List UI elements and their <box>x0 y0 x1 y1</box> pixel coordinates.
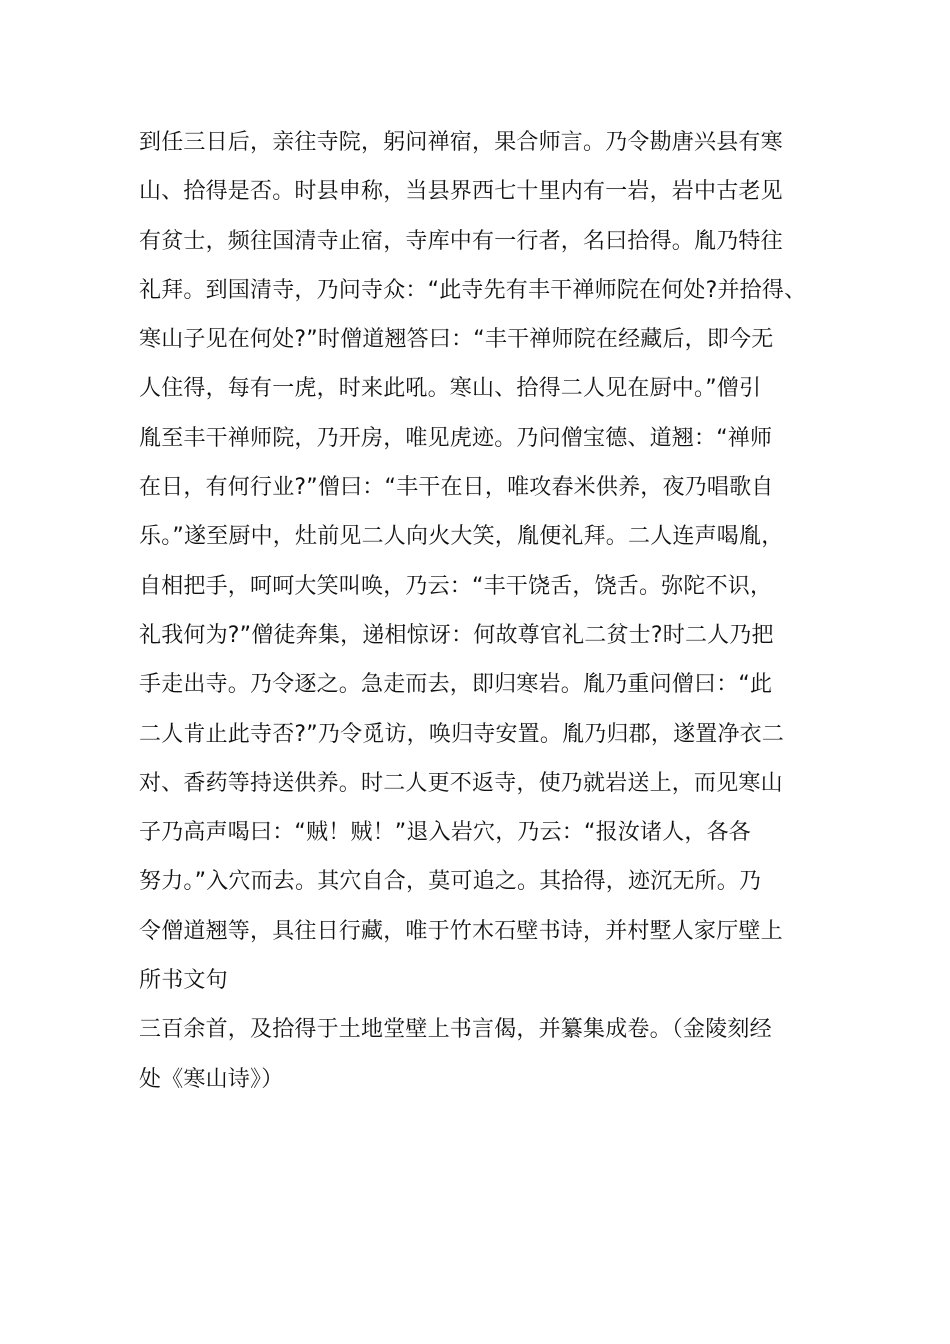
text-line: 自相把手，呵呵大笑叫唤，乃云：“丰干饶舌，饶舌。弥陀不识， <box>139 573 773 599</box>
text-line: 有贫士，频往国清寺止宿，寺库中有一行者，名曰拾得。胤乃特往 <box>139 228 783 254</box>
text-line: 手走出寺。乃令逐之。急走而去，即归寒岩。胤乃重问僧曰：“此 <box>139 672 773 698</box>
text-line: 二人肯止此寺否?”乃令觅访，唤归寺安置。胤乃归郡，遂置净衣二 <box>139 721 785 747</box>
text-line: 乐。”遂至厨中，灶前见二人向火大笑，胤便礼拜。二人连声喝胤， <box>139 524 784 550</box>
text-line: 令僧道翘等，具往日行藏，唯于竹木石壁书诗，并村墅人家厅壁上 <box>139 918 783 944</box>
text-line: 处《寒山诗》） <box>139 1066 284 1092</box>
text-line: 在日，有何行业?”僧曰：“丰干在日，唯攻舂米供养，夜乃唱歌自 <box>139 475 774 501</box>
text-line: 所书文句 <box>139 968 228 994</box>
text-line: 子乃高声喝曰：“贼！贼！”退入岩穴，乃云：“报汝诸人，各各 <box>139 820 751 846</box>
text-line: 寒山子见在何处?”时僧道翘答曰：“丰干禅师院在经藏后，即今无 <box>139 327 774 353</box>
text-line: 对、香药等持送供养。时二人更不返寺，使乃就岩送上，而见寒山 <box>139 770 783 796</box>
text-line: 人住得，每有一虎，时来此吼。寒山、拾得二人见在厨中。”僧引 <box>139 376 762 402</box>
text-line: 三百余首，及拾得于土地堂壁上书言偈，并纂集成卷。（金陵刻经 <box>139 1017 772 1043</box>
text-line: 努力。”入穴而去。其穴自合，莫可追之。其拾得，迹沉无所。乃 <box>139 869 762 895</box>
body-text <box>139 118 839 1104</box>
text-line: 到任三日后，亲往寺院，躬问禅宿，果合师言。乃令勘唐兴县有寒 <box>139 130 783 155</box>
text-line: 山、拾得是否。时县申称，当县界西七十里内有一岩，岩中古老见 <box>139 179 783 205</box>
text-line: 礼我何为?”僧徒奔集，递相惊讶：何故尊官礼二贫士?时二人乃把 <box>139 622 774 648</box>
text-line: 礼拜。到国清寺，乃问寺众：“此寺先有丰干禅师院在何处?并拾得、 <box>139 277 807 303</box>
text-line: 胤至丰干禅师院，乃开房，唯见虎迹。乃问僧宝德、道翘：“禅师 <box>139 425 773 451</box>
